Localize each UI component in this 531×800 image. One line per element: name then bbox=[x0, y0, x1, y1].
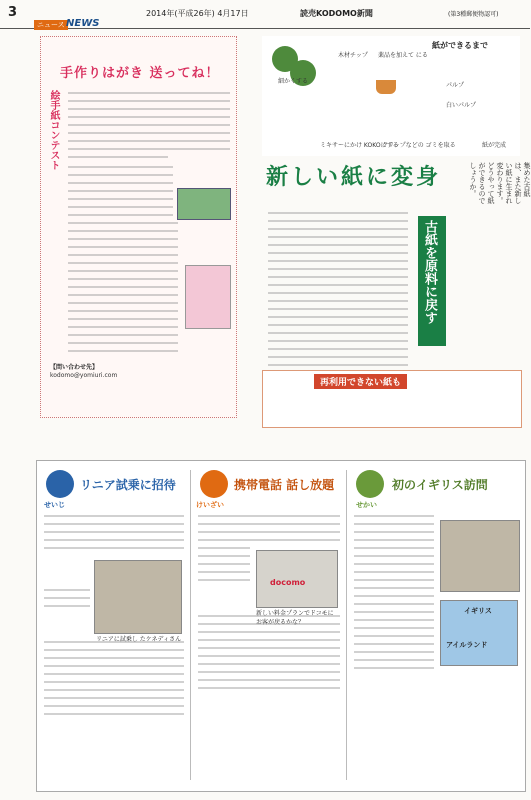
col2-caption: 新しい料金プランでドコモにお客が戻るかな？ bbox=[256, 610, 334, 626]
col1-badge: せいじ bbox=[44, 501, 65, 509]
diagram-step: パルプ bbox=[446, 82, 465, 89]
diagram-step: 白いパルプ bbox=[446, 102, 477, 109]
diagram-step: クリップなどの ゴミを取る bbox=[382, 142, 456, 149]
col2-title: 携帯電話 話し放題 bbox=[234, 478, 335, 492]
contact-email: kodomo@yomiuri.com bbox=[50, 372, 118, 379]
diagram-step: 薬品を加えて にる bbox=[378, 52, 428, 59]
paper-name: 読売KODOMO新聞 bbox=[300, 9, 373, 18]
diagram-step: 紙が完成 bbox=[482, 142, 507, 149]
globe-icon bbox=[356, 470, 384, 498]
pot-icon bbox=[376, 80, 396, 94]
col1-text bbox=[44, 515, 184, 721]
diagram-step: 木材チップ bbox=[338, 52, 368, 59]
capitol-icon bbox=[46, 470, 74, 498]
col3-title: 初のイギリス訪問 bbox=[392, 478, 488, 492]
col3-badge: せかい bbox=[356, 501, 377, 509]
diagram-step: ミキサーにかけ KOKOにする bbox=[320, 142, 399, 149]
col1-caption: リニアに試乗し たケネディさん bbox=[96, 636, 182, 643]
page-number: 3 bbox=[8, 5, 18, 20]
hagaki-side-title: 絵手紙コンテスト bbox=[48, 90, 59, 170]
edition-note: (第3種郵便物認可) bbox=[448, 11, 499, 18]
contact-heading: 【問い合わせ先】 bbox=[50, 364, 99, 371]
paper-headline-text: 新しい紙に変身 bbox=[266, 165, 442, 190]
map-label-uk: イギリス bbox=[464, 607, 492, 615]
side-title-text: 古紙を原料に戻す bbox=[422, 220, 437, 324]
issue-date: 2014年(平成26年) 4月17日 bbox=[146, 9, 249, 18]
docomo-logo: docomo bbox=[270, 578, 306, 587]
hagaki-sample-card bbox=[185, 265, 231, 329]
diagram-step: 細かくする bbox=[278, 78, 309, 85]
col1-title: リニア試乗に招待 bbox=[80, 478, 176, 492]
section-tag: ニュース bbox=[34, 20, 68, 30]
diagram-title: 紙ができるまで bbox=[432, 41, 488, 50]
col3-text bbox=[354, 515, 434, 675]
hagaki-title: 手作りはがき 送ってね！ bbox=[60, 66, 220, 81]
paper-body bbox=[268, 206, 520, 374]
paper-lead: 集めた古紙は、また新しい紙に生まれ変わります。どうやって紙ができるのでしょうか。 bbox=[469, 162, 531, 204]
map-label-ireland: アイルランド bbox=[446, 641, 488, 649]
col2-badge: けいざい bbox=[196, 501, 224, 509]
recycle-box-title: 再利用できない紙も bbox=[314, 374, 407, 389]
royal-photo bbox=[440, 520, 520, 592]
section-label: NEWS bbox=[66, 18, 100, 29]
col2-text bbox=[198, 515, 340, 695]
hagaki-illustration bbox=[177, 188, 231, 220]
yen-icon bbox=[200, 470, 228, 498]
column-divider bbox=[346, 470, 347, 780]
column-divider bbox=[190, 470, 191, 780]
